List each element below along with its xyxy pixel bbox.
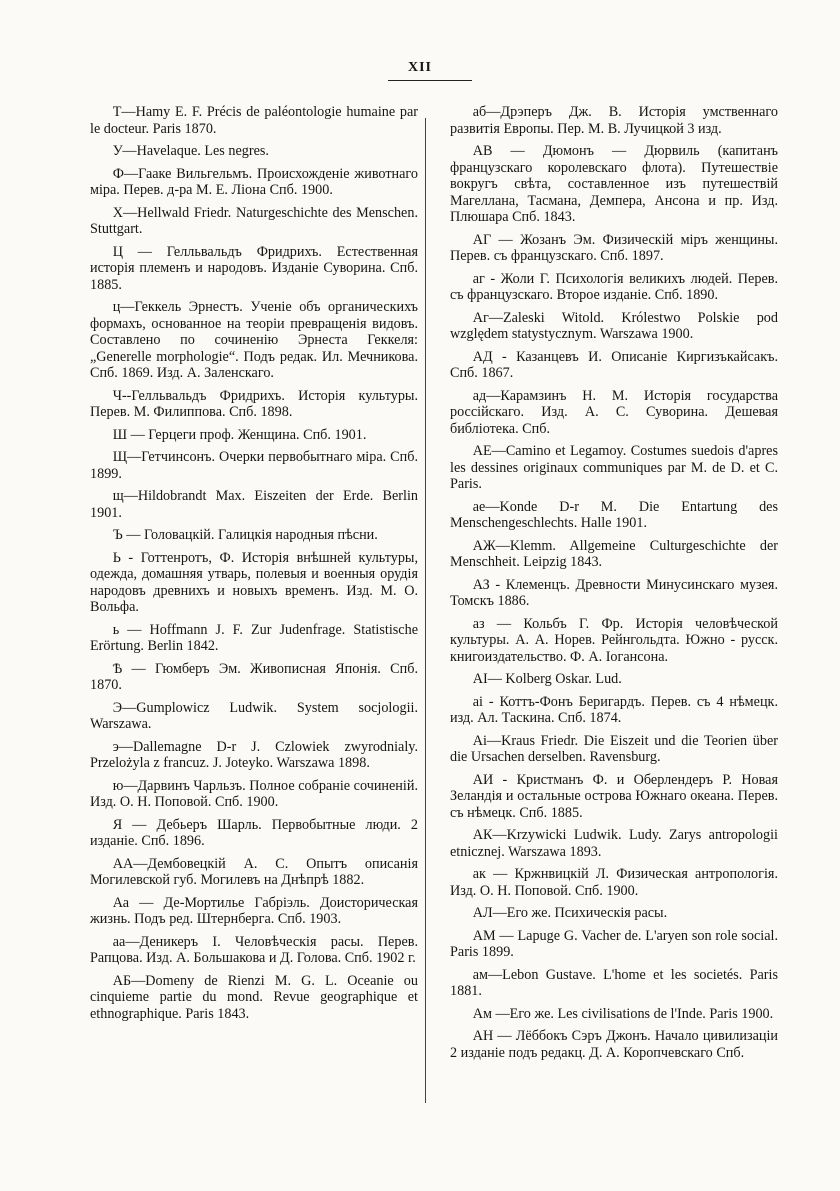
bibliography-entry: Ь - Готтенротъ, Ф. Исторія внѣшней культуры, одежда, домашняя утварь, полевыя и военныя орудія народовъ древнихъ и новыхъ временъ. Изд. М. О. Вольфа. [90,549,418,615]
bibliography-entry: АА—Дембовецкій А. С. Опытъ описанія Могилевской губ. Могилевъ на Днѣпрѣ 1882. [90,855,418,888]
bibliography-entry: ак — Кржнвицкій Л. Физическая антропологія. Изд. О. Н. Поповой. Спб. 1900. [450,866,778,899]
bibliography-entry: У—Havelaque. Les negres. [112,143,269,159]
bibliography-entry: э—Dallemagne D-r J. Czlowiek zwyrodnialy. Przelożyla z francuz. J. Joteyko. Warszawa 1898. [90,738,418,771]
bibliography-entry: аг - Жоли Г. Психологія великихъ людей. Перев. съ французскаго. Второе изданіе. Спб. 1890. [450,270,778,303]
bibliography-entry: Ч--Гелльвальдъ Фридрихъ. Исторія культуры. Перев. М. Филиппова. Спб. 1898. [90,387,418,420]
bibliography-entry: АМ — Lapuge G. Vacher de. L'aryen son role social. Paris 1899. [450,927,778,960]
bibliography-entry: Ъ — Головацкій. Галицкія народныя пѣсни. [112,527,378,543]
bibliography-entry: АИ - Кристманъ Ф. и Оберлендеръ Р. Новая Зеландія и остальные острова Южнаго океана. Перев. съ нѣмецк. Спб. 1885. [450,771,778,821]
bibliography-entry: АН — Лёббокъ Сэръ Джонъ. Начало цивилизаціи 2 изданіе подъ редакц. Д. А. Коропчевскаго Спб. [450,1028,778,1061]
bibliography-entry: Ш — Герцеги проф. Женщина. Спб. 1901. [112,426,367,443]
bibliography-entry: ц—Геккель Эрнестъ. Ученіе объ органическихъ формахъ, основанное на теоріи превращенія видовъ. Составлено по сочиненію Эрнеста Геккеля: „Generelle morphologie“. Подъ редак. Ил. Мечникова. Спб. 1869. Изд. А. Заленскаго. [90,299,418,381]
header-rule [388,80,472,81]
bibliography-entry: Аг—Zaleski Witold. Królestwo Polskie pod względem statystycznym. Warszawa 1900. [450,309,778,342]
bibliography-entry: аз — Кольбъ Г. Фр. Исторія человѣческой культуры. А. А. Норев. Рейнгольдта. Южно - русск. книгоиздательство. Ф. А. Іогансона. [450,615,778,665]
bibliography-entry: Аа — Де-Мортилье Габріэль. Доисторическая жизнь. Подъ ред. Штернберга. Спб. 1903. [90,894,418,927]
bibliography-entry: ю—Дарвинъ Чарльзъ. Полное собраніе сочиненій. Изд. О. Н. Поповой. Спб. 1900. [90,777,418,810]
bibliography-entry: аі - Коттъ-Фонъ Беригардъ. Перев. съ 4 нѣмецк. изд. Ал. Таскина. Спб. 1874. [450,693,778,726]
bibliography-entry: Э—Gumplowicz Ludwik. System socjologii. Warszawa. [90,699,418,732]
bibliography-entry: Т—Hamy E. F. Précis de paléontologie humaine par le docteur. Paris 1870. [90,104,418,137]
bibliography-entry: Щ—Гетчинсонъ. Очерки первобытнаго міра. Спб. 1899. [90,449,418,482]
bibliography-entry: Ѣ — Гюмберъ Эм. Живописная Японія. Спб. 1870. [90,660,418,693]
left-column [90,104,418,1028]
bibliography-entry: ь — Hoffmann J. F. Zur Judenfrage. Statistische Erörtung. Berlin 1842. [90,621,418,654]
bibliography-entry: АЛ—Его же. Психическія расы. [472,905,668,921]
bibliography-entry: ам—Lebon Gustave. L'home et les societés. Paris 1881. [450,966,778,999]
bibliography-entry: щ—Hildobrandt Max. Eiszeiten der Erde. Berlin 1901. [90,488,418,521]
bibliography-entry: АГ — Жозанъ Эм. Физическій міръ женщины. Перев. съ французскаго. Спб. 1897. [450,231,778,264]
bibliography-entry: аа—Деникеръ І. Человѣческія расы. Перев. Рапцова. Изд. А. Большакова и Д. Голова. Спб. 1902 г. [90,933,418,966]
bibliography-entry: АД - Казанцевъ И. Описаніе Киргизъкайсакъ. Спб. 1867. [450,348,778,381]
bibliography-entry: Я — Дебьеръ Шарль. Первобытные люди. 2 изданіе. Спб. 1896. [90,816,418,849]
bibliography-entry: АІ— Kolberg Oskar. Lud. [472,671,622,687]
page-number: XII [407,60,432,75]
bibliography-entry: Х—Hellwald Friedr. Naturgeschichte des Menschen. Stuttgart. [90,204,418,237]
bibliography-entry: Ц — Гелльвальдъ Фридрихъ. Естественная исторія племенъ и народовъ. Изданіе Суворина. Спб. 1885. [90,243,418,293]
bibliography-entry: Аі—Kraus Friedr. Die Eiszeit und die Teorien über die Ursachen derselben. Ravensburg. [450,732,778,765]
bibliography-entry: ае—Konde D-r M. Die Entartung des Menschengeschlechts. Halle 1901. [450,498,778,531]
bibliography-entry: АЕ—Camino et Legamoy. Costumes suedois d'apres les dessines originaux communiques par M. de D. et C. Paris. [450,443,778,492]
bibliography-entry: АЗ - Клеменцъ. Древности Минусинскаго музея. Томскъ 1886. [450,576,778,609]
column-divider [425,118,426,1103]
right-column [450,104,778,1067]
bibliography-entry: Ф—Гааке Вильгельмъ. Происхожденіе животнаго міра. Перев. д-ра М. Е. Ліона Спб. 1900. [90,165,418,198]
bibliography-entry: ад—Карамзинъ Н. М. Исторія государства россійскаго. Изд. А. С. Суворина. Дешевая библіотека. Спб. [450,387,778,437]
bibliography-entry: АБ—Domeny de Rienzi M. G. L. Oceanie ou cinquieme partie du mond. Revue geographique et ethnographique. Paris 1843. [90,972,418,1022]
bibliography-entry: Ам —Его же. Les civilisations de l'Inde. Paris 1900. [472,1005,774,1022]
bibliography-entry: АК—Krzywicki Ludwik. Ludy. Zarys antropologii etnicznej. Warszawa 1893. [450,827,778,860]
bibliography-entry: АЖ—Klemm. Allgemeine Culturgeschichte der Menschheit. Leipzig 1843. [450,537,778,570]
bibliography-entry: АВ — Дюмонъ — Дюрвиль (капитанъ французскаго королевскаго флота). Путешествіе вокругъ свѣта, составленное изъ путешествій Магеллана, Тасмана, Демпера, Ансона и пр. Изд. Плюшара Спб. 1843. [450,143,778,225]
bibliography-entry: аб—Дрэперъ Дж. В. Исторія умственнаго развитія Европы. Пер. М. В. Лучицкой 3 изд. [450,104,778,137]
